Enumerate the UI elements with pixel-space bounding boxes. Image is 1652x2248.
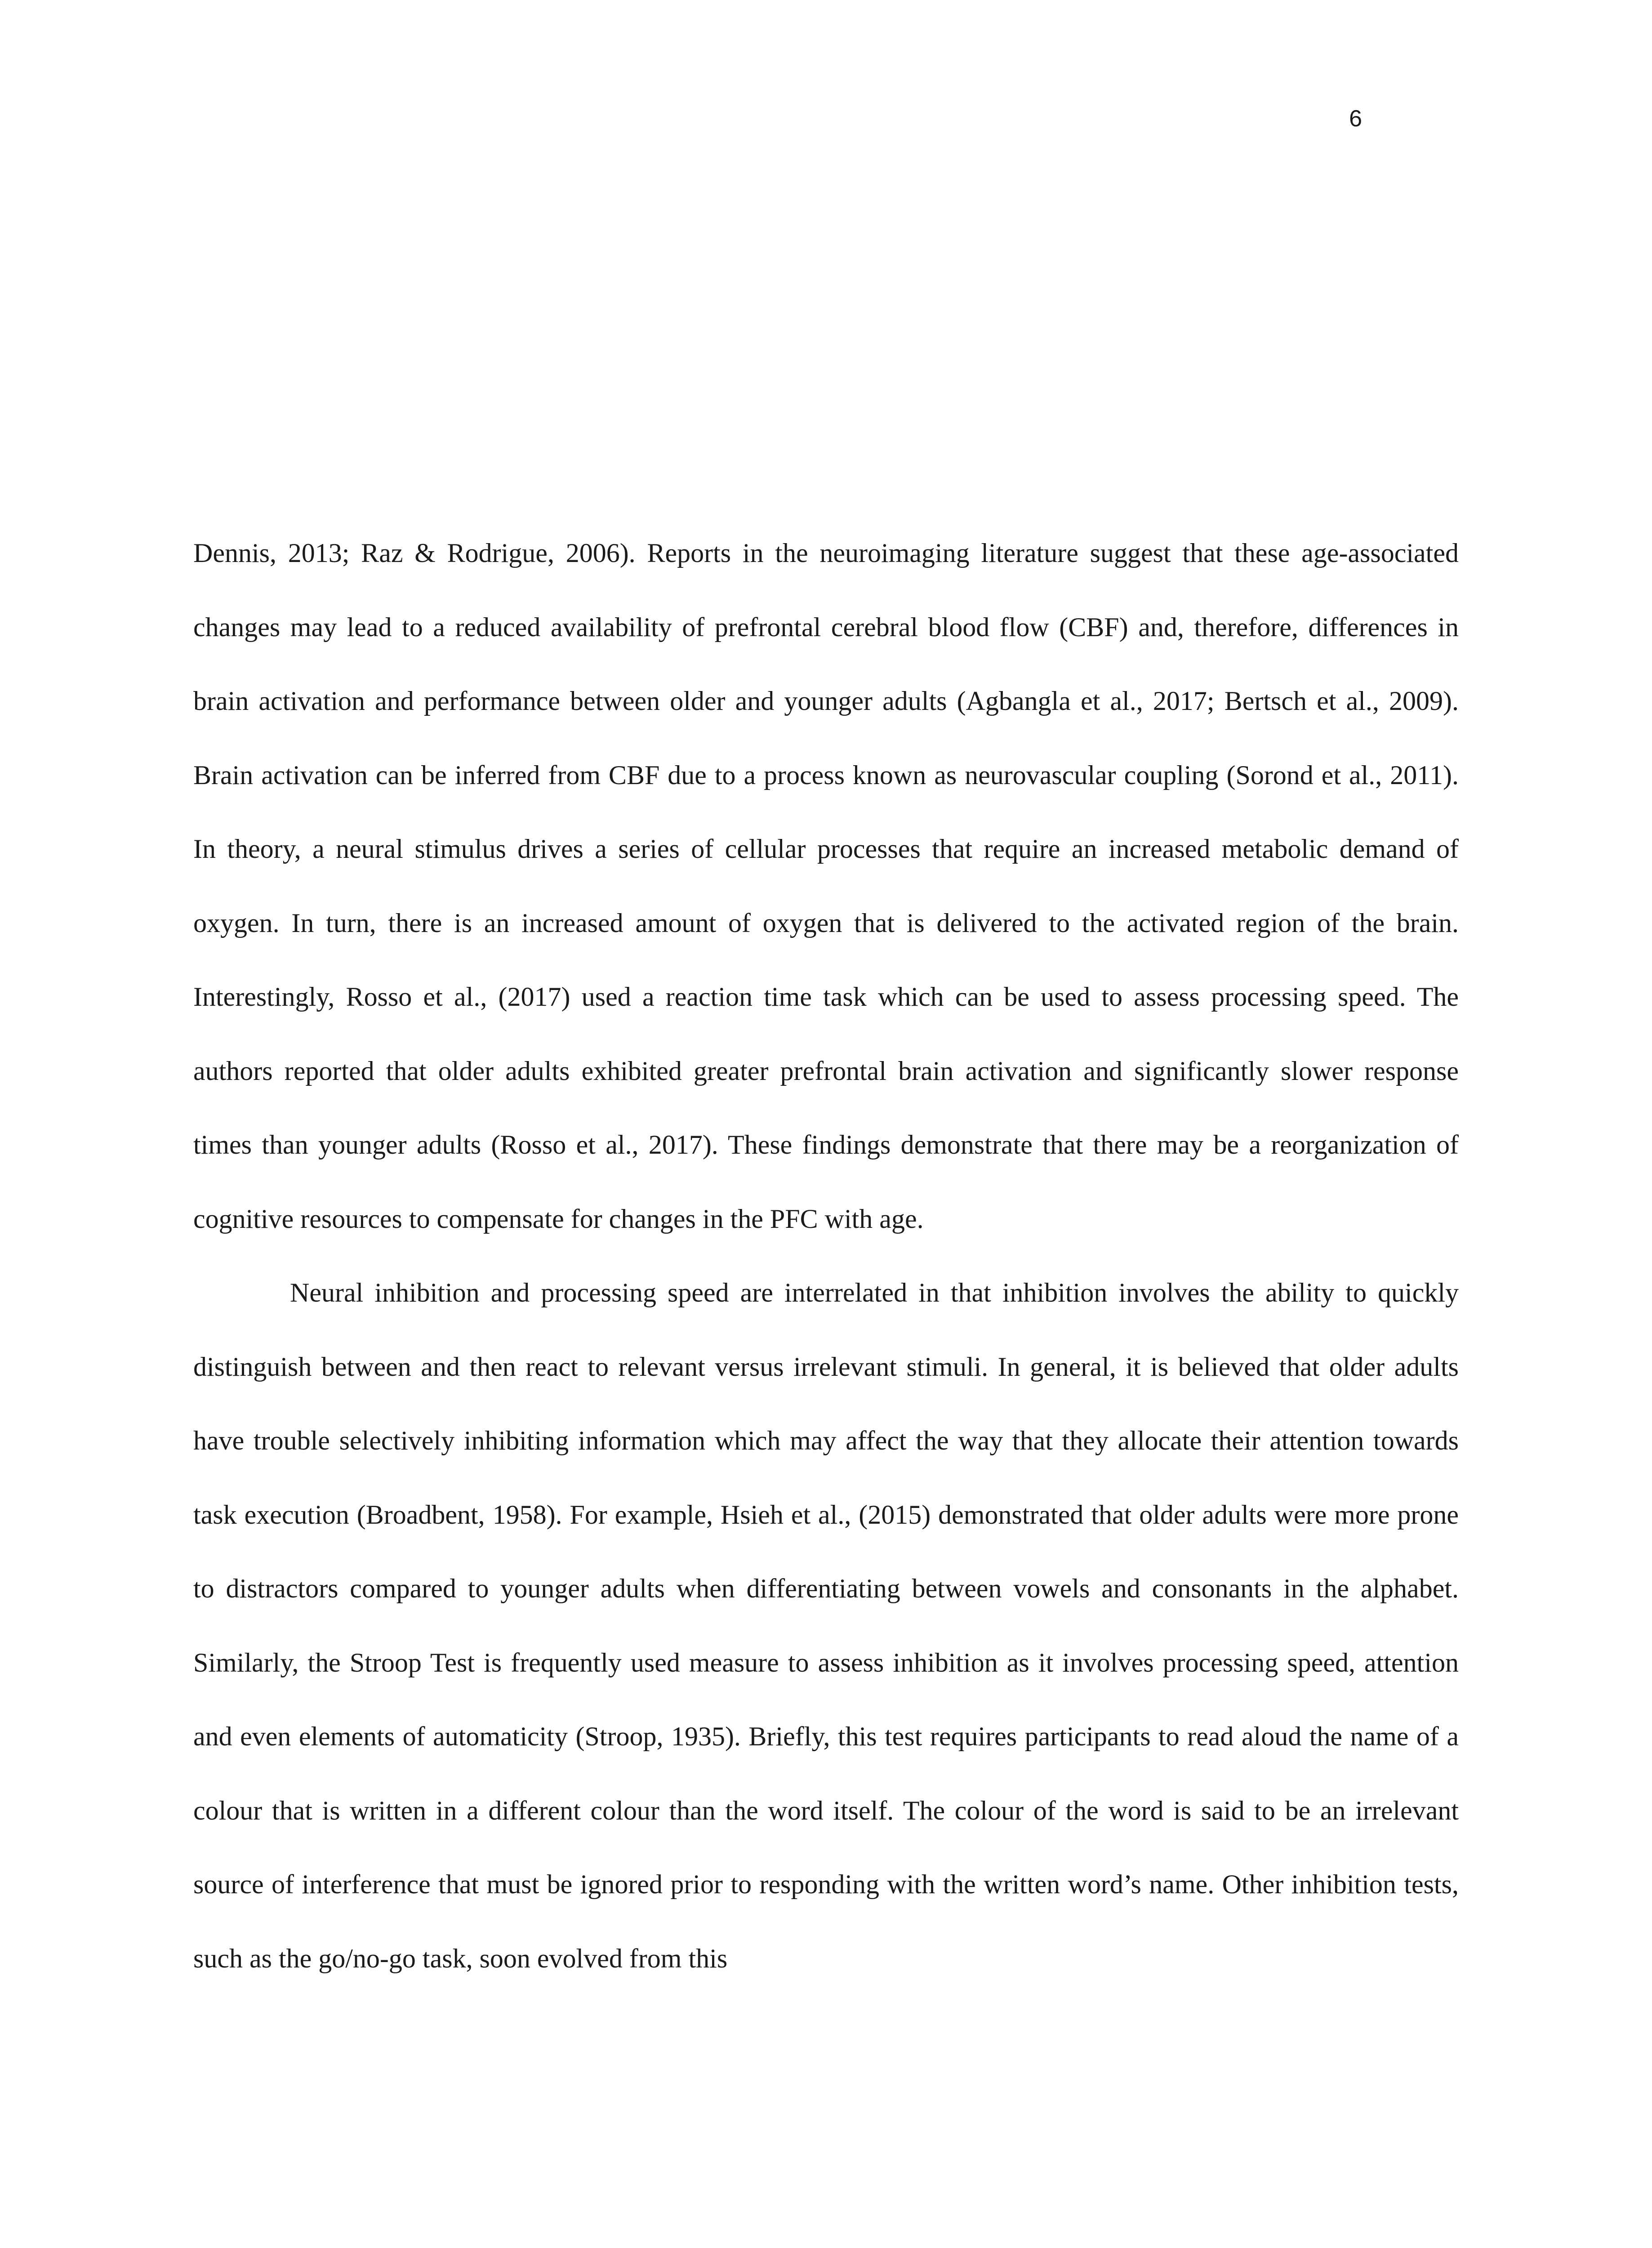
body-text: [193, 516, 1459, 1995]
paragraph-2: Neural inhibition and processing speed are interrelated in that inhibition involves the ability to quickly distinguish between and then react to relevant versus irrelevant stimuli. In general, it is believed that older adults have trouble selectively inhibiting information which may affect the way that they allocate their attention towards task execution (Broadbent, 1958). For example, Hsieh et al., (2015) demonstrated that older adults were more prone to distractors compared to younger adults when differentiating between vowels and consonants in the alphabet. Similarly, the Stroop Test is frequently used measure to assess inhibition as it involves processing speed, attention and even elements of automaticity (Stroop, 1935). Briefly, this test requires participants to read aloud the name of a colour that is written in a different colour than the word itself. The colour of the word is said to be an irrelevant source of interference that must be ignored prior to responding with the written word’s name. Other inhibition tests, such as the go/no-go task, soon evolved from this: [193, 1278, 1459, 1973]
page-number: 6: [1349, 106, 1362, 132]
paragraph-1: Dennis, 2013; Raz & Rodrigue, 2006). Reports in the neuroimaging literature suggest that these age-associated changes may lead to a reduced availability of prefrontal cerebral blood flow (CBF) and, therefore, differences in brain activation and performance between older and younger adults (Agbangla et al., 2017; Bertsch et al., 2009). Brain activation can be inferred from CBF due to a process known as neurovascular coupling (Sorond et al., 2011). In theory, a neural stimulus drives a series of cellular processes that require an increased metabolic demand of oxygen. In turn, there is an increased amount of oxygen that is delivered to the activated region of the brain. Interestingly, Rosso et al., (2017) used a reaction time task which can be used to assess processing speed. The authors reported that older adults exhibited greater prefrontal brain activation and significantly slower response times than younger adults (Rosso et al., 2017). These findings demonstrate that there may be a reorganization of cognitive resources to compensate for changes in the PFC with age.: [193, 538, 1459, 1234]
